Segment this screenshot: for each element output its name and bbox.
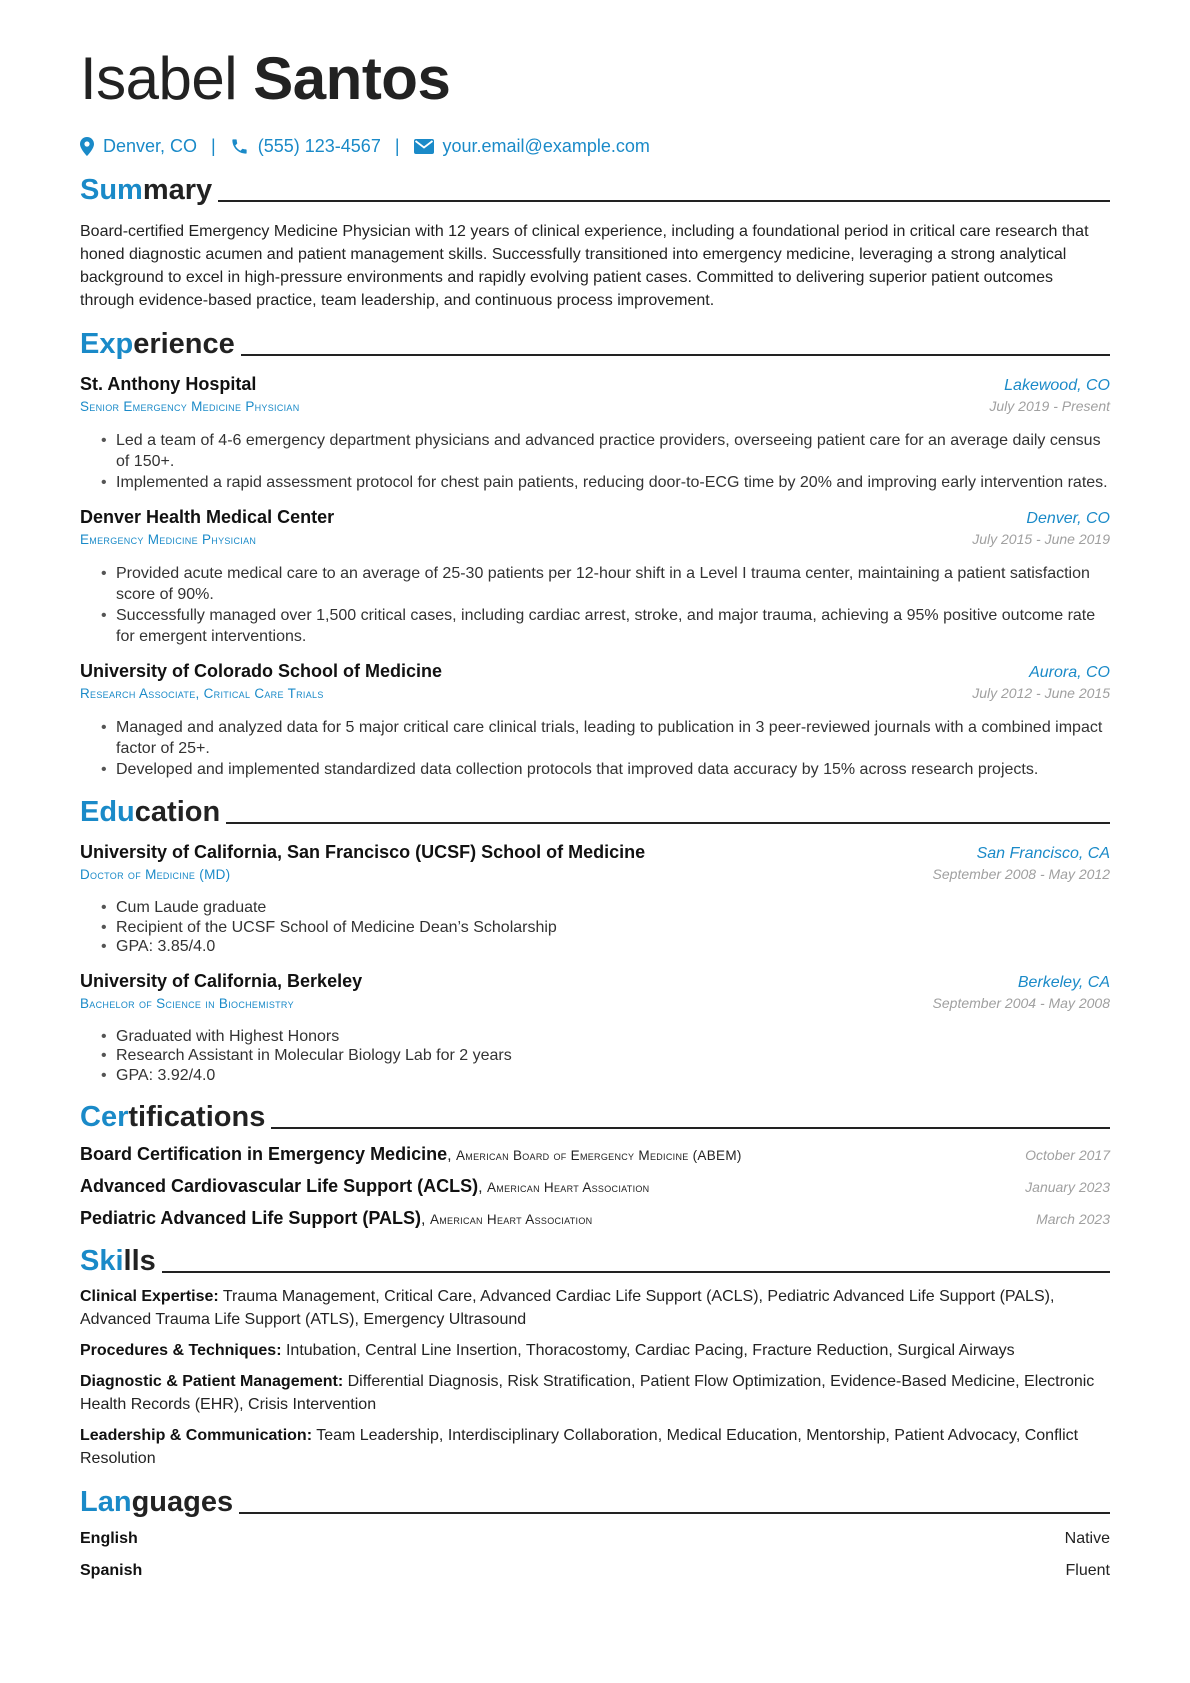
- employer: St. Anthony Hospital: [80, 374, 257, 394]
- contact-email[interactable]: [414, 136, 650, 157]
- job-title: Research Associate, Critical Care Trials: [80, 686, 324, 701]
- entry-dates: July 2015 - June 2019: [972, 531, 1110, 547]
- experience-section-header: [80, 326, 1110, 360]
- skill-label: Clinical Expertise:: [80, 1288, 219, 1305]
- employer: University of Colorado School of Medicine: [80, 661, 443, 681]
- section-rule: [239, 1512, 1110, 1514]
- last-name: Santos: [253, 45, 451, 112]
- education-entry: [80, 840, 1110, 957]
- certification-item: Advanced Cardiovascular Life Support (ACLS), American Heart Association January 2023: [80, 1176, 1110, 1196]
- education-section-header: [80, 794, 1110, 828]
- section-rule: [271, 1127, 1110, 1129]
- employer: Denver Health Medical Center: [80, 507, 335, 527]
- entry-bullets: [80, 898, 1110, 957]
- contact-bar: [80, 134, 1110, 158]
- language-item: [80, 1528, 1110, 1550]
- entry-location: San Francisco, CA: [976, 845, 1110, 862]
- bullet-item: • Provided acute medical care to an average of 25-30 patients per 12-hour shift in a Level I trauma center, maintaining a patient satisfaction score of 90%.: [116, 563, 1110, 605]
- cert-issuer: American Heart Association: [429, 1212, 593, 1227]
- bullet-item: • Recipient of the UCSF School of Medicine Dean’s Scholarship: [116, 918, 1110, 938]
- school: University of California, San Francisco (UCSF) School of Medicine: [80, 842, 646, 862]
- skill-group: [80, 1370, 1110, 1416]
- bullet-item: • Graduated with Highest Honors: [116, 1027, 1110, 1047]
- cert-title: Board Certification in Emergency Medicine: [80, 1144, 448, 1164]
- entry-bullets: [80, 717, 1110, 780]
- section-title: Education: [80, 796, 221, 828]
- cert-date: March 2023: [1036, 1211, 1110, 1227]
- skill-text: Trauma Management, Critical Care, Advanced Cardiac Life Support (ACLS), Pediatric Advanced Life Support (PALS), Advanced Trauma Life Support (ATLS), Emergency Ultrasound: [80, 1288, 1055, 1328]
- skill-group: [80, 1339, 1110, 1362]
- degree: Doctor of Medicine (MD): [80, 867, 231, 882]
- skill-text: Team Leadership, Interdisciplinary Collaboration, Medical Education, Mentorship, Patient Advocacy, Conflict Resolution: [80, 1427, 1079, 1467]
- section-title: Summary: [80, 174, 213, 206]
- skill-group: [80, 1285, 1110, 1331]
- skill-text: Intubation, Central Line Insertion, Thoracostomy, Cardiac Pacing, Fracture Reduction, Surgical Airways: [285, 1342, 1015, 1359]
- entry-location: Aurora, CO: [1029, 664, 1110, 681]
- section-rule: [241, 354, 1110, 356]
- experience-entry: [80, 659, 1110, 780]
- entry-bullets: [80, 563, 1110, 647]
- languages-section-header: [80, 1484, 1110, 1518]
- summary-section-header: [80, 172, 1110, 206]
- education-entry: [80, 969, 1110, 1086]
- skill-group: [80, 1424, 1110, 1470]
- cert-date: October 2017: [1025, 1147, 1110, 1163]
- job-title: Emergency Medicine Physician: [80, 532, 257, 547]
- first-name: Isabel: [80, 45, 238, 112]
- section-rule: [162, 1271, 1110, 1273]
- skills-section-header: [80, 1243, 1110, 1277]
- bullet-item: • GPA: 3.85/4.0: [116, 937, 1110, 957]
- bullet-item: • Research Assistant in Molecular Biology Lab for 2 years: [116, 1046, 1110, 1066]
- bullet-item: • GPA: 3.92/4.0: [116, 1066, 1110, 1086]
- bullet-item: • Implemented a rapid assessment protocol for chest pain patients, reducing door-to-ECG time by 20% and improving early intervention rates.: [116, 472, 1110, 493]
- contact-separator: |: [394, 135, 400, 156]
- entry-dates: September 2008 - May 2012: [932, 866, 1110, 882]
- cert-date: January 2023: [1025, 1179, 1110, 1195]
- skill-label: Leadership & Communication:: [80, 1427, 313, 1444]
- language-name: Spanish: [80, 1562, 143, 1579]
- job-title: Senior Emergency Medicine Physician: [80, 399, 300, 414]
- degree: Bachelor of Science in Biochemistry: [80, 995, 294, 1011]
- section-title: Certifications: [80, 1101, 266, 1133]
- certification-item: Pediatric Advanced Life Support (PALS), American Heart Association March 2023: [80, 1208, 1110, 1228]
- bullet-item: • Successfully managed over 1,500 critical cases, including cardiac arrest, stroke, and major trauma, achieving a 95% positive outcome rate for emergent interventions.: [116, 605, 1110, 647]
- candidate-name: [80, 46, 1110, 112]
- section-title: Experience: [80, 328, 235, 360]
- envelope-icon: [414, 139, 434, 154]
- cert-title: Advanced Cardiovascular Life Support (ACLS): [80, 1176, 479, 1196]
- phone-text: (555) 123-4567: [257, 135, 381, 156]
- entry-location: Lakewood, CO: [1004, 377, 1110, 394]
- language-level: Fluent: [1065, 1562, 1110, 1579]
- bullet-item: • Led a team of 4-6 emergency department physicians and advanced practice providers, overseeing patient care for an average daily census of 150+.: [116, 430, 1110, 472]
- language-item: [80, 1560, 1110, 1582]
- certifications-section-header: [80, 1099, 1110, 1133]
- language-level: Native: [1064, 1530, 1110, 1547]
- skill-text: Differential Diagnosis, Risk Stratification, Patient Flow Optimization, Evidence-Based Medicine, Electronic Health Records (EHR), Crisis Intervention: [80, 1373, 1095, 1413]
- section-title: Languages: [80, 1486, 234, 1518]
- cert-issuer: American Heart Association: [486, 1180, 650, 1195]
- contact-separator: |: [211, 135, 216, 156]
- map-pin-icon: [80, 137, 94, 156]
- entry-dates: July 2019 - Present: [989, 398, 1110, 414]
- certification-item: Board Certification in Emergency Medicine, American Board of Emergency Medicine (ABEM) October 2017: [80, 1144, 1110, 1164]
- entry-location: Denver, CO: [1026, 510, 1110, 527]
- experience-entry: [80, 505, 1110, 647]
- experience-entry: [80, 372, 1110, 493]
- location-text: Denver, CO: [103, 135, 198, 156]
- entry-location: Berkeley, CA: [1017, 973, 1110, 991]
- summary-text: Board-certified Emergency Medicine Physician with 12 years of clinical experience, including a foundational period in critical care research that honed diagnostic acumen and patient management skills. Successfully transitioned into emergency medicine, leveraging a strong analytical background to excel in high-pressure environments and rapidly evolving patient cases. Committed to delivering superior patient outcomes through evidence-based practice, team leadership, and continuous process improvement.: [80, 223, 1089, 309]
- entry-dates: September 2004 - May 2008: [932, 994, 1110, 1011]
- contact-phone[interactable]: [230, 136, 381, 157]
- section-rule: [226, 822, 1110, 824]
- cert-title: Pediatric Advanced Life Support (PALS): [80, 1208, 422, 1228]
- bullet-item: • Cum Laude graduate: [116, 898, 1110, 918]
- bullet-item: • Managed and analyzed data for 5 major critical care clinical trials, leading to publication in 3 peer-reviewed journals with a combined impact factor of 25+.: [116, 717, 1110, 759]
- phone-icon: [230, 137, 249, 156]
- entry-dates: July 2012 - June 2015: [972, 685, 1110, 701]
- email-link: your.email@example.com: [442, 135, 650, 156]
- school: University of California, Berkeley: [80, 970, 363, 991]
- contact-location: [80, 136, 197, 157]
- section-title: Skills: [80, 1245, 156, 1277]
- bullet-item: • Developed and implemented standardized data collection protocols that improved data accuracy by 15% across research projects.: [116, 759, 1110, 780]
- cert-issuer: American Board of Emergency Medicine (ABEM): [455, 1148, 742, 1163]
- language-name: English: [80, 1530, 138, 1547]
- entry-bullets: [80, 430, 1110, 493]
- section-rule: [218, 200, 1110, 202]
- entry-bullets: [80, 1027, 1110, 1086]
- skill-label: Procedures & Techniques:: [80, 1342, 282, 1359]
- skill-label: Diagnostic & Patient Management:: [80, 1373, 344, 1390]
